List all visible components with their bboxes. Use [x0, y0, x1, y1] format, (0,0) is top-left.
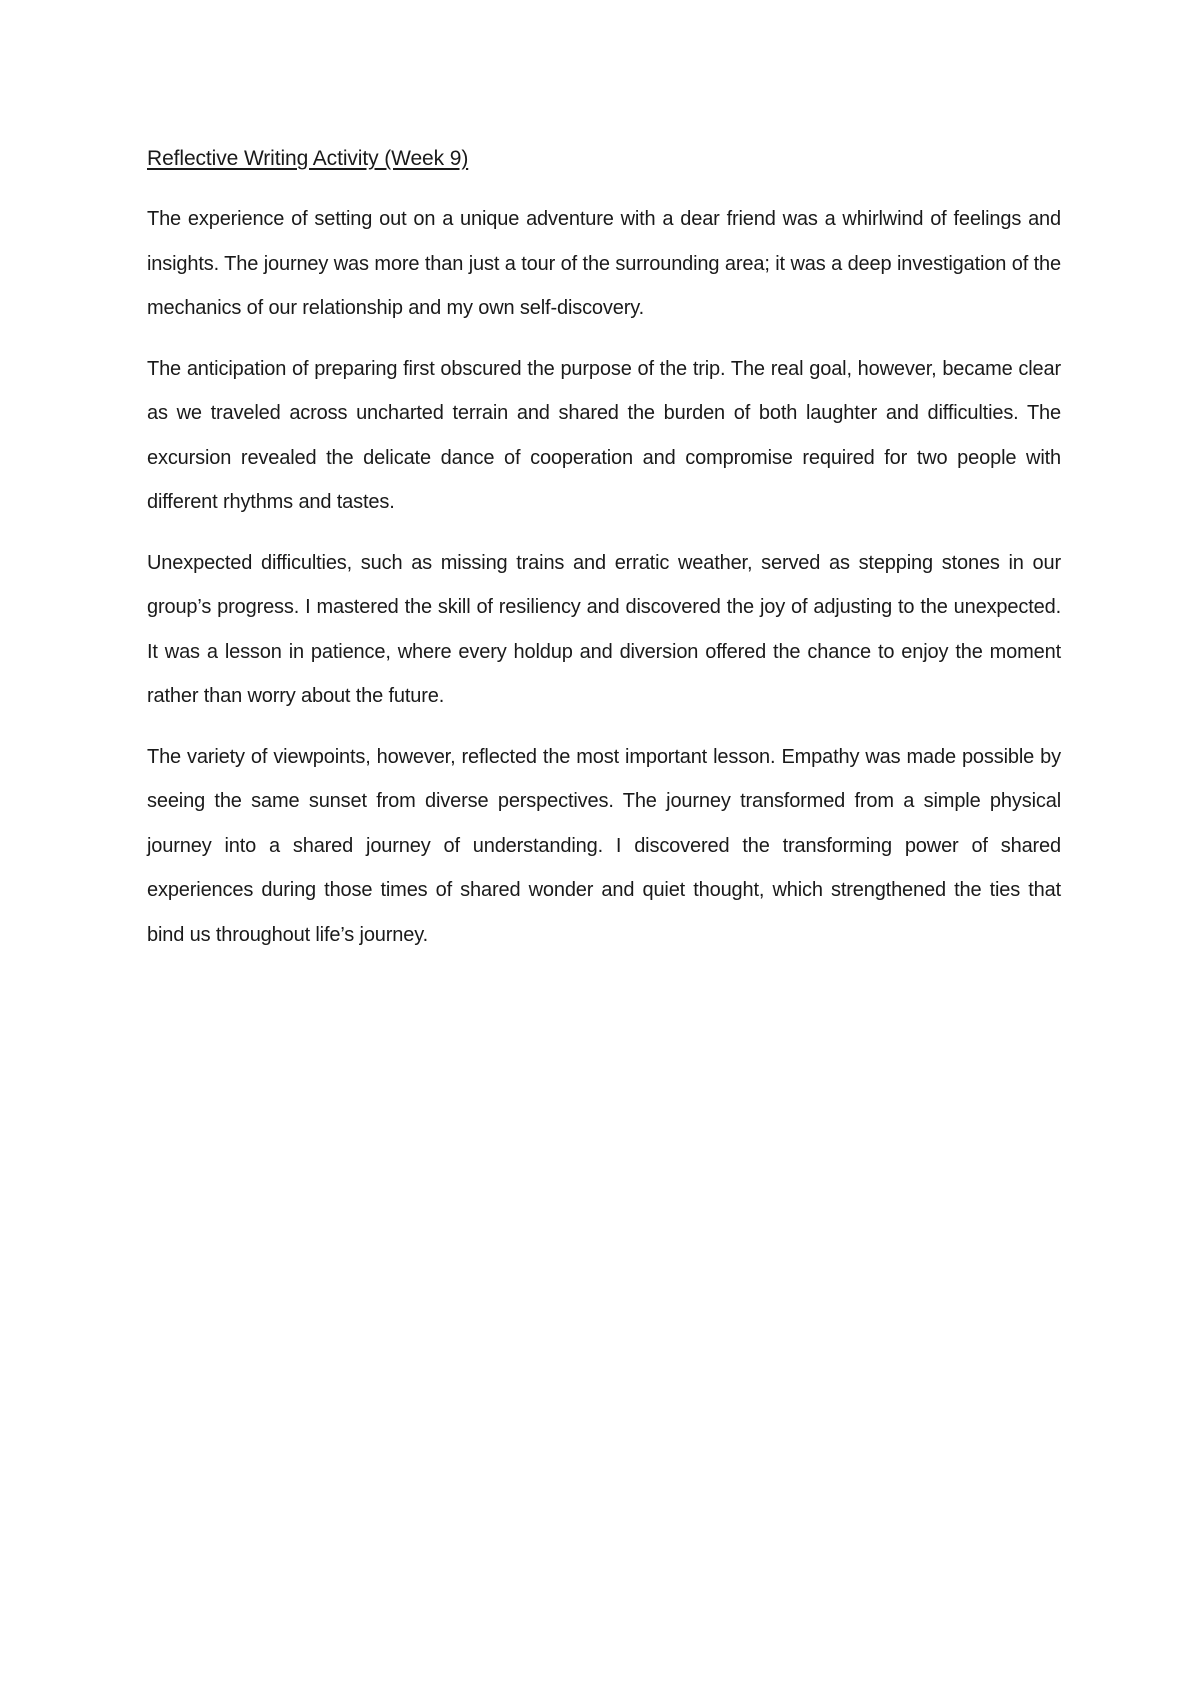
document-title: Reflective Writing Activity (Week 9)	[147, 147, 469, 170]
paragraph-2: The anticipation of preparing first obscured the purpose of the trip. The real goal, however, became clear as we traveled across uncharted terrain and shared the burden of both laughter and difficulties. The excursion revealed the delicate dance of cooperation and compromise required for two people with different rhythms and tastes.	[147, 357, 1061, 513]
paragraph-1: The experience of setting out on a unique adventure with a dear friend was a whirlwind of feelings and insights. The journey was more than just a tour of the surrounding area; it was a deep investigation of the mechanics of our relationship and my own self-discovery.	[147, 208, 1061, 319]
document-body	[147, 144, 1061, 973]
paragraph-4: The variety of viewpoints, however, reflected the most important lesson. Empathy was made possible by seeing the same sunset from diverse perspectives. The journey transformed from a simple physical journey into a shared journey of understanding. I discovered the transforming power of shared experiences during those times of shared wonder and quiet thought, which strengthened the ties that bind us throughout life’s journey.	[147, 745, 1061, 946]
paragraph-3: Unexpected difficulties, such as missing trains and erratic weather, served as stepping stones in our group’s progress. I mastered the skill of resiliency and discovered the joy of adjusting to the unexpected. It was a lesson in patience, where every holdup and diversion offered the chance to enjoy the moment rather than worry about the future.	[147, 551, 1061, 707]
